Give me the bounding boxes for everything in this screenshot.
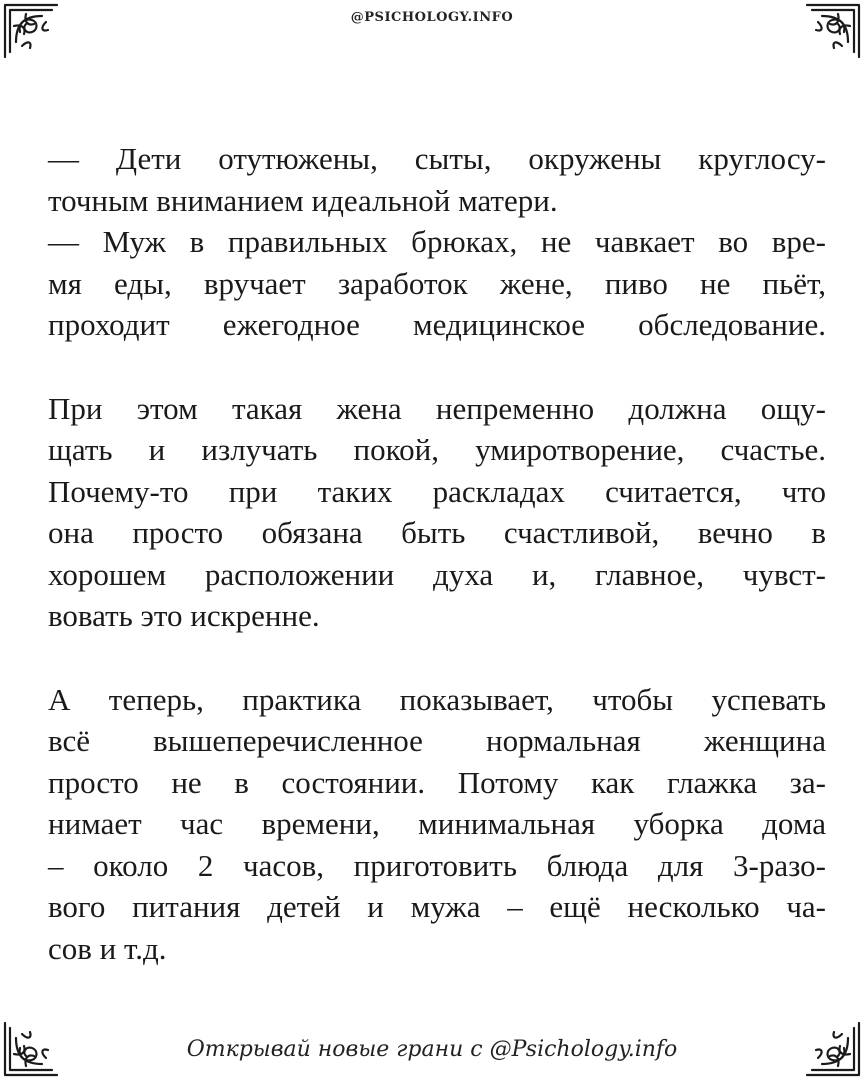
text-line: проходит ежегодное медицинское обследование. [48,307,826,342]
text-line: она просто обязана быть счастливой, вечно в [48,515,826,550]
text-line: — Муж в правильных брюках, не чавкает во вре- [48,224,826,259]
article-body [48,138,826,969]
text-line: всё вышеперечисленное нормальная женщина [48,723,826,758]
text-line: нимает час времени, минимальная уборка дома [48,806,826,841]
paragraph [48,679,826,970]
text-line: Почему-то при таких раскладах считается, что [48,473,826,509]
paragraph-gap [48,637,826,679]
text-line: – около 2 часов, приготовить блюда для 3-разо- [48,847,826,883]
footer-tagline: Открывай новые грани с @Psichology.info [186,1037,678,1062]
text-line: При этом такая жена непременно должна ощу- [48,390,826,426]
header-handle: @PSICHOLOGY.INFO [350,10,514,25]
text-line: хорошем расположении духа и, главное, чувст- [48,556,826,592]
text-line: вовать это искренне. [48,598,320,633]
text-line: точным вниманием идеальной матери. [48,182,558,218]
text-line: — Дети отутюжены, сыты, окружены круглосу- [48,141,826,176]
paragraph-gap [48,346,826,388]
paragraph [48,388,826,637]
text-line: щать и излучать покой, умиротворение, счастье. [48,432,826,467]
text-line: А теперь, практика показывает, чтобы успевать [48,681,826,717]
paragraph [48,138,826,346]
text-line: мя еды, вручает заработок жене, пиво не пьёт, [48,265,826,301]
text-line: просто не в состоянии. Потому как глажка за- [48,764,826,800]
text-line: сов и т.д. [48,930,167,966]
text-line: вого питания детей и мужа – ещё несколько ча- [48,889,826,924]
